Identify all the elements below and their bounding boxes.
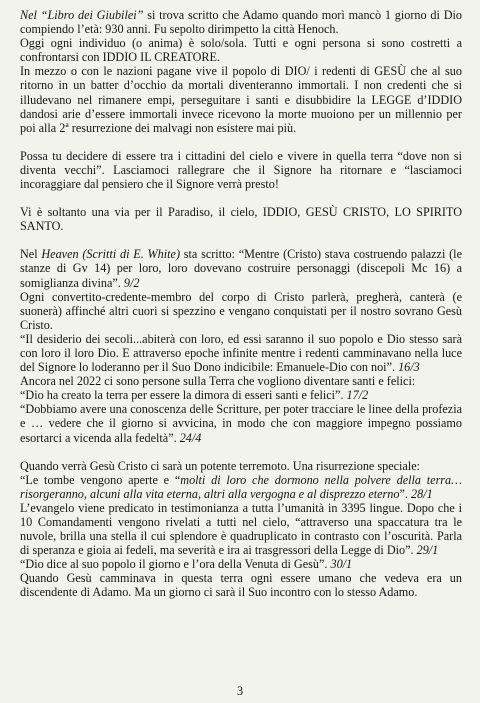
paragraph-nazioni-pagane: In mezzo o con le nazioni pagane vive il popolo di DIO/ i redenti di GESÙ che al suo ritorno in un batter d’occhio da mortali diventeranno immortali. I non credenti che si illudevano nel rimanere empi, perseguitare i santi e disubbidire la LEGGE d’IDDIO dandosi arie d’essere immortali invece ricevono la morte muoiono per un millennio per poi alla 2ª resurrezione dei malvagi non esistere mai più. [20,64,462,135]
paragraph-desiderio-secoli: “Il desiderio dei secoli...abiterà con loro, ed essi saranno il suo popolo e Dio stesso sarà con loro il loro Dio. E attraverso epoche infinite mentre i redenti camminavano nella luce del Signore lo loderanno per il Suo Dono indicibile: Emanuele-Dio con noi”. 16/3 [20,331,462,375]
paragraph-giorno-ora: “Dio dice al suo popolo il giorno e l’ora della Venuta di Gesù”. 30/1 [20,557,353,572]
paragraph-heaven-quote: Nel Heaven (Scritti di E. White) sta scritto: “Mentre (Cristo) stava costruendo palazzi (le stanze di Gv 14) per loro, loro dovevano costruire personaggi (discepoli Mc 16) a somiglianza divina”. 9/2 [20,247,462,290]
paragraph-dio-ha-creato: “Dio ha creato la terra per essere la dimora di esseri santi e felici”. 17/2 [20,388,369,403]
spacer [20,135,462,149]
paragraph-cittadini-cielo: Possa tu decidere di essere tra i cittadini del cielo e vivere in quella terra “dove non si diventa vecchi”. Lasciamoci rallegrare che il Signore ha ritornare e “lasciamoci incoraggiare dal pensiero che il Signore verrà presto! [20,148,462,192]
paragraph-tombe-aperte: “Le tombe vengono aperte e “molti di loro che dormono nella polvere della terra… risorgeranno, alcuni alla vita eterna, altri alla vergogna e al disprezzo eterno”. 28/1 [20,472,462,501]
paragraph-evangelo: L’evangelo viene predicato in testimonianza a tutta l’umanità in 3395 lingue. Dopo che i 10 Comandamenti vengono rivelati a tutti nel cielo, “attraverso una spaccatura tra le nuvole, brilla una stella il cui splendore è quadruplicato in contrasto con l’oscurità. Parla di speranza e gioia ai fedeli, ma severità e ira ai trasgressori della Legge di Dio”. 29/1 [20,500,462,558]
paragraph-individuo: Oggi ogni individuo (o anima) è solo/sola. Tutti e ogni persona si sono costretti a confrontarsi con IDDIO IL CREATORE. [20,36,462,65]
paragraph-libro-giubilei: Nel “Libro dei Giubilei” si trova scritto che Adamo quando morì mancò 1 giorno di Dio compiendo l’età: 930 anni. Fu sepolto dirimpetto la città Henoch. [20,8,462,37]
paragraph-via-paradiso: Vi è soltanto una via per il Paradiso, il cielo, IDDIO, GESÙ CRISTO, LO SPIRITO SANTO. [20,205,462,234]
paragraph-conoscenza-scritture: “Dobbiamo avere una conoscenza delle Scritture, per poter tracciare le linee della profezia e … vedere che il giorno si avvicina, in modo che con maggiore impegno possiamo esortarci a vicenda alla fedeltà”. 24/4 [20,402,462,445]
paragraph-convertito: Ogni convertito-credente-membro del corpo di Cristo parlerà, pregherà, canterà (e suonerà) affinché altri cuori si spezzino e vengano conquistati per il nostro sovrano Gesù Cristo. [20,289,462,332]
paragraph-adamo: Quando Gesù camminava in questa terra ogni essere umano che vedeva era un discendente di Adamo. Ma un giorno ci sarà il Suo incontro con lo stesso Adamo. [20,571,462,600]
spacer [20,445,462,459]
spacer [20,191,462,205]
spacer [20,233,462,247]
paragraph-ancora-2022: Ancora nel 2022 ci sono persone sulla Terra che vogliono diventare santi e felici: [20,374,416,389]
page-number: 3 [236,684,244,698]
paragraph-terremoto: Quando verrà Gesù Cristo ci sarà un potente terremoto. Una risurrezione speciale: [20,458,421,473]
